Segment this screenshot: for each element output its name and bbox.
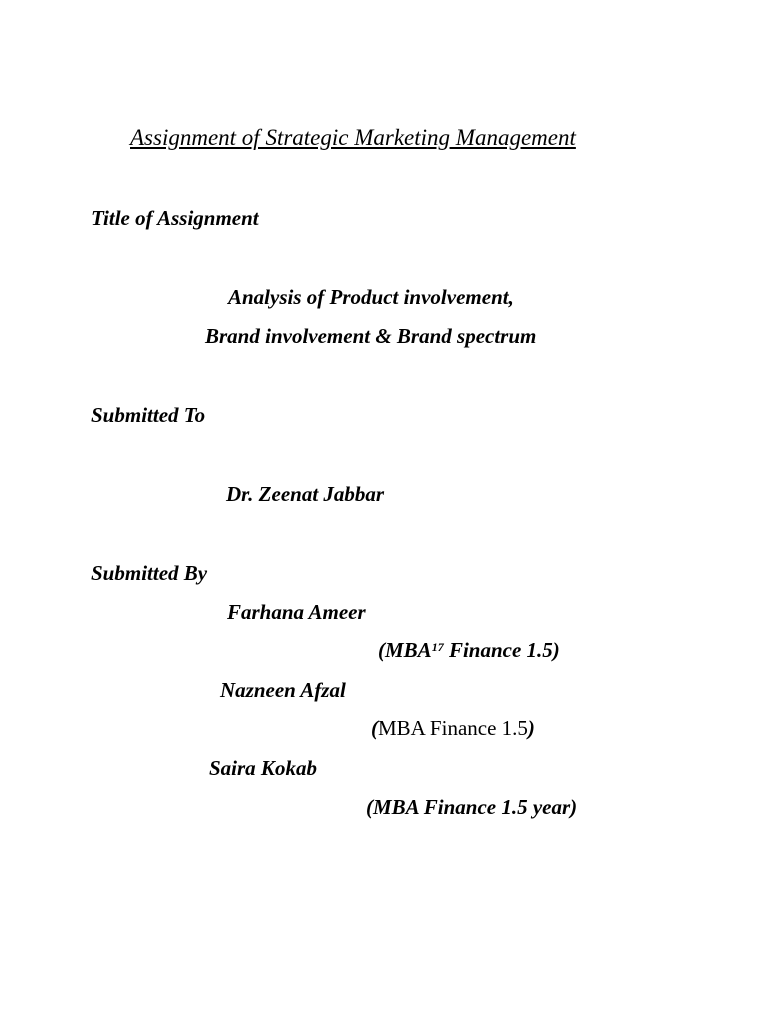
student-program-1-open: (MBA — [378, 638, 432, 662]
student-program-3: (MBA Finance 1.5 year) — [366, 795, 578, 819]
student-program-1-rest: Finance 1.5) — [443, 638, 560, 662]
submitted-to-label: Submitted To — [91, 403, 206, 427]
submitted-by-label: Submitted By — [91, 561, 208, 585]
student-name-1: Farhana Ameer — [227, 600, 366, 624]
submitted-to-name: Dr. Zeenat Jabbar — [226, 482, 385, 506]
student-name-2: Nazneen Afzal — [220, 678, 346, 702]
student-program-2-body: MBA Finance 1.5 — [378, 716, 528, 740]
student-program-2-close: ) — [527, 716, 535, 740]
student-program-2 — [371, 716, 535, 740]
student-program-2-open: ( — [371, 716, 378, 740]
student-program-1 — [378, 638, 560, 662]
title-of-assignment-label: Title of Assignment — [91, 206, 259, 230]
student-name-3: Saira Kokab — [209, 756, 317, 780]
assignment-title-line-1: Analysis of Product involvement, — [228, 285, 514, 309]
student-program-1-superscript: 17 — [431, 640, 444, 654]
document-title: Assignment of Strategic Marketing Management — [130, 125, 576, 150]
assignment-title-line-2: Brand involvement & Brand spectrum — [205, 324, 537, 348]
